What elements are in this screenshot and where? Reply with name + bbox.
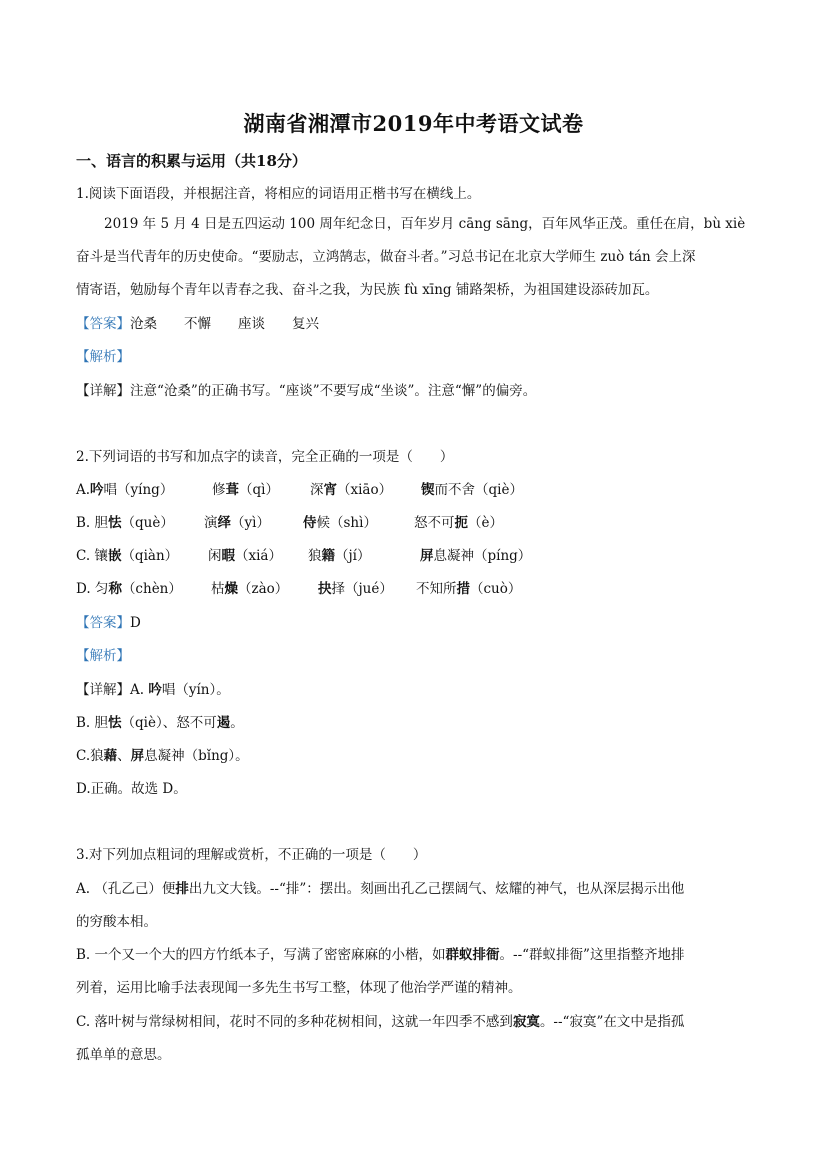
q3-option-line: 的穷酸本相。 xyxy=(76,914,157,930)
q2-stem: 2.下列词语的书写和加点字的读音，完全正确的一项是（ ） xyxy=(76,449,454,465)
q2-detail-line: B. 胆怯（qiè）、怒不可遏。 xyxy=(76,715,244,731)
q2-analysis-label: 【解析】 xyxy=(76,648,130,664)
answer-label: 【答案】 xyxy=(76,615,130,631)
q3-stem: 3.对下列加点粗词的理解或赏析，不正确的一项是（ ） xyxy=(76,847,427,863)
answer-label: 【答案】 xyxy=(76,316,130,332)
q3-option-line: A. （孔乙己）便排出九文大钱。--“排”：摆出。刻画出孔乙己摆阔气、炫耀的神气，也从深层揭示出他 xyxy=(76,881,685,897)
q2-option-b: B. 胆怯（què） 演绎（yì） 侍候（shì） 怒不可扼（è） xyxy=(76,515,503,531)
q1-answer xyxy=(76,314,756,334)
q2-option-d: D. 匀称（chèn） 枯燥（zào） 抉择（jué） 不知所措（cuò） xyxy=(76,581,522,597)
q1-passage-line: 奋斗是当代青年的历史使命。“要励志，立鸿鹄志，做奋斗者。”习总书记在北京大学师生 zuò tán 会上深 xyxy=(76,249,696,265)
q3-option-line: C. 落叶树与常绿树相间，花时不同的多种花树相间，这就一年四季不感到寂寞。--“寂寞”在文中是指孤 xyxy=(76,1014,685,1030)
q1-stem: 1.阅读下面语段，并根据注音，将相应的词语用正楷书写在横线上。 xyxy=(76,186,481,202)
q2-detail-line: D.正确。故选 D。 xyxy=(76,781,187,797)
q1-passage-line: 2019 年 5 月 4 日是五四运动 100 周年纪念日，百年岁月 cāng sāng，百年风华正茂。重任在肩，bù xiè xyxy=(104,216,746,232)
section-heading: 一、语言的积累与运用（共18分） xyxy=(76,152,307,170)
q2-detail-line: 【详解】A. 吟唱（yín）。 xyxy=(76,682,230,698)
answer-text: D xyxy=(130,615,141,631)
q3-option-line: 列着，运用比喻手法表现闻一多先生书写工整，体现了他治学严谨的精神。 xyxy=(76,980,522,996)
q2-answer xyxy=(76,613,756,633)
q1-analysis-label: 【解析】 xyxy=(76,349,130,365)
q3-option-line: B. 一个又一个大的四方竹纸本子，写满了密密麻麻的小楷，如群蚁排衙。--“群蚁排衙”这里指整齐地排 xyxy=(76,947,685,963)
q3-option-line: 孤单单的意思。 xyxy=(76,1047,171,1063)
q2-option-c: C. 镶嵌（qiàn） 闲暇（xiá） 狼籍（jí） 屏息凝神（píng） xyxy=(76,548,532,564)
q1-passage-line: 情寄语，勉励每个青年以青春之我、奋斗之我，为民族 fù xīng 铺路架桥，为祖国建设添砖加瓦。 xyxy=(76,282,659,298)
answer-text: 沧桑 不懈 座谈 复兴 xyxy=(130,316,319,332)
page-title: 湖南省湘潭市2019年中考语文试卷 xyxy=(243,111,584,136)
q2-detail-line: C.狼藉、屏息凝神（bǐng）。 xyxy=(76,748,249,764)
q1-detail: 【详解】注意“沧桑”的正确书写。“座谈”不要写成“坐谈”。注意“懈”的偏旁。 xyxy=(76,383,537,399)
q2-option-a: A.吟唱（yíng） 修葺（qì） 深宵（xiāo） 锲而不舍（qiè） xyxy=(76,482,523,498)
